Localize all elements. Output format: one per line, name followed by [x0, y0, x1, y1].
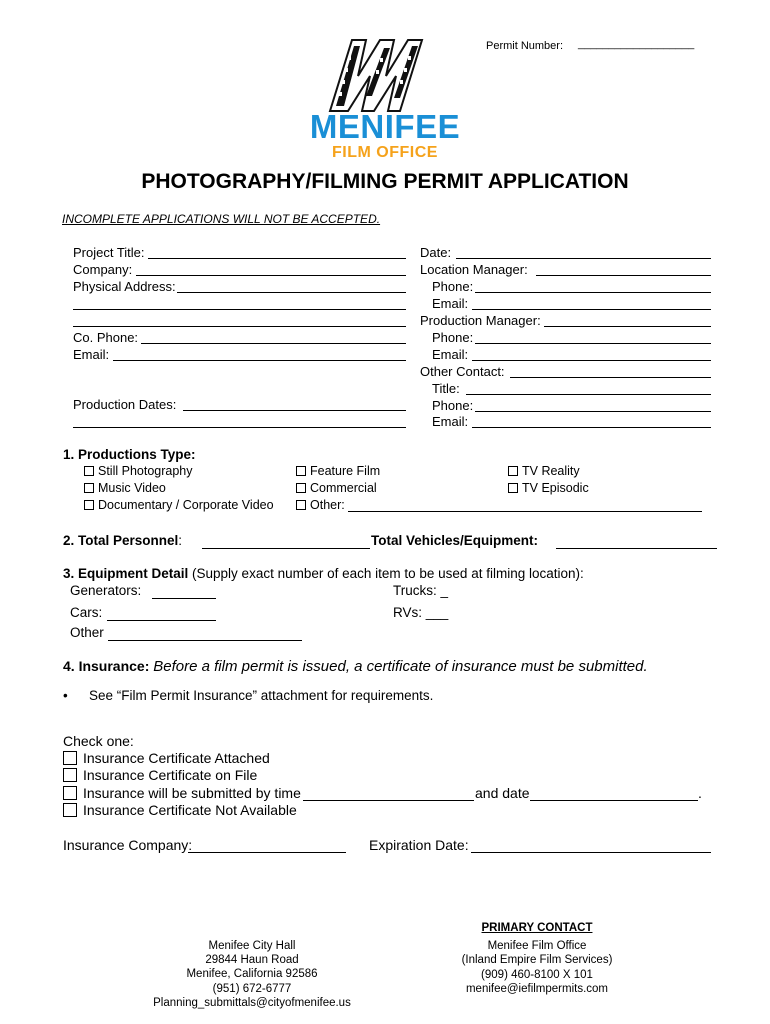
insurance-title: 4. Insurance: — [63, 658, 150, 674]
date-label: Date: — [420, 245, 452, 260]
equipment-detail-note: (Supply exact number of each item to be used at filming location): — [188, 566, 584, 581]
period: . — [698, 785, 702, 801]
checkbox-icon[interactable] — [63, 768, 77, 782]
other-contact-input[interactable] — [510, 362, 711, 378]
equipment-detail-title: 3. Equipment Detail — [63, 566, 189, 581]
expiration-date-label: Expiration Date: — [369, 837, 469, 853]
project-title-label: Project Title: — [73, 245, 145, 260]
type-label: Commercial — [310, 481, 377, 495]
email-label: Email: — [73, 347, 110, 362]
and-date-label: and date — [475, 785, 530, 801]
checkbox-icon[interactable] — [63, 786, 77, 800]
logo-name-text: MENIFEE — [309, 108, 461, 145]
oc-title-label: Title: — [432, 381, 460, 396]
footer-left-line: Menifee, California 92586 — [186, 968, 318, 981]
total-personnel-input[interactable] — [202, 531, 370, 549]
insurance-company-input[interactable] — [188, 835, 346, 853]
checkbox-icon[interactable] — [296, 483, 306, 493]
pm-email-label: Email: — [432, 347, 469, 362]
type-music-video[interactable] — [84, 481, 166, 495]
insurance-statement: Before a film permit is issued, a certificate of insurance must be submitted. — [153, 658, 648, 675]
generators-label: Generators: — [70, 583, 142, 598]
company-input[interactable] — [136, 260, 406, 276]
footer-right-line: (909) 460-8100 X 101 — [481, 968, 593, 981]
type-tv-reality[interactable] — [508, 464, 580, 478]
type-label: Still Photography — [98, 464, 193, 478]
check-one-label: Check one: — [63, 733, 134, 749]
checkbox-icon[interactable] — [508, 483, 518, 493]
checkbox-icon[interactable] — [84, 483, 94, 493]
oc-email-input[interactable] — [472, 412, 711, 428]
checkbox-icon[interactable] — [296, 500, 306, 510]
location-manager-input[interactable] — [536, 260, 711, 276]
footer-right-line: (Inland Empire Film Services) — [461, 954, 613, 967]
logo-subtitle: FILM OFFICE — [332, 144, 438, 161]
primary-contact-block — [430, 921, 644, 996]
submitted-time-input[interactable] — [303, 783, 474, 801]
insurance-heading — [63, 658, 648, 675]
oc-phone-input[interactable] — [475, 396, 711, 412]
type-label: Music Video — [98, 481, 166, 495]
pm-email-input[interactable] — [472, 345, 711, 361]
lm-phone-input[interactable] — [475, 277, 711, 293]
production-dates-input[interactable] — [183, 395, 406, 411]
checkbox-icon[interactable] — [84, 500, 94, 510]
lm-phone-label: Phone: — [432, 279, 474, 294]
type-still-photography[interactable] — [84, 464, 193, 478]
pm-phone-input[interactable] — [475, 328, 711, 344]
option-label: Insurance Certificate on File — [83, 767, 258, 783]
checkbox-icon[interactable] — [63, 751, 77, 765]
bullet-icon: • — [63, 688, 68, 703]
permit-number-label: Permit Number: — [486, 40, 564, 52]
date-input[interactable] — [456, 243, 711, 259]
insurance-option-not-available[interactable] — [63, 802, 297, 818]
location-manager-label: Location Manager: — [420, 262, 528, 277]
page-title: PHOTOGRAPHY/FILMING PERMIT APPLICATION — [141, 170, 629, 193]
footer-right-line: Menifee Film Office — [487, 940, 587, 953]
co-phone-input[interactable] — [141, 328, 406, 344]
type-label: TV Episodic — [522, 481, 589, 495]
colon: : — [178, 533, 183, 548]
equipment-detail-heading — [63, 566, 584, 581]
physical-address-label: Physical Address: — [73, 279, 176, 294]
city-hall-address — [140, 939, 364, 1010]
option-label: Insurance Certificate Not Available — [83, 802, 297, 818]
footer-left-line: (951) 672-6777 — [212, 982, 292, 995]
film-strip-logo-icon — [300, 36, 470, 114]
trucks-label[interactable]: Trucks: _ — [393, 583, 449, 598]
cars-label: Cars: — [70, 605, 103, 620]
insurance-company-label: Insurance Company: — [63, 837, 193, 853]
menifee-film-office-logo — [300, 36, 470, 166]
rvs-label[interactable]: RVs: ___ — [393, 605, 449, 620]
insurance-option-on-file[interactable] — [63, 767, 257, 783]
oc-phone-label: Phone: — [432, 398, 474, 413]
production-dates-line2[interactable] — [73, 412, 406, 428]
company-label: Company: — [73, 262, 133, 277]
logo-name — [300, 110, 470, 144]
type-label: TV Reality — [522, 464, 580, 478]
lm-email-label: Email: — [432, 296, 469, 311]
footer-right-email[interactable]: menifee@iefilmpermits.com — [465, 982, 609, 995]
checkbox-icon[interactable] — [84, 466, 94, 476]
physical-address-line3[interactable] — [73, 311, 406, 327]
type-documentary[interactable] — [84, 498, 274, 512]
checkbox-icon[interactable] — [63, 803, 77, 817]
type-label: Other: — [310, 498, 345, 512]
lm-email-input[interactable] — [472, 294, 711, 310]
production-manager-label: Production Manager: — [420, 313, 541, 328]
total-personnel-text: 2. Total Personnel — [63, 533, 179, 548]
generators-input[interactable] — [152, 581, 216, 599]
production-dates-label: Production Dates: — [73, 397, 177, 412]
option-label: Insurance will be submitted by time — [83, 785, 301, 801]
physical-address-input[interactable] — [177, 277, 406, 293]
type-label: Documentary / Corporate Video — [98, 498, 274, 512]
total-personnel-label — [63, 533, 182, 548]
total-vehicles-label: Total Vehicles/Equipment: — [371, 533, 539, 548]
productions-type-heading: 1. Productions Type: — [63, 447, 196, 462]
type-label: Feature Film — [310, 464, 381, 478]
other-contact-label: Other Contact: — [420, 364, 505, 379]
cars-input[interactable] — [107, 603, 216, 621]
option-label: Insurance Certificate Attached — [83, 750, 270, 766]
insurance-option-attached[interactable] — [63, 750, 270, 766]
incomplete-notice: INCOMPLETE APPLICATIONS WILL NOT BE ACCEPTED. — [62, 212, 381, 226]
footer-left-email[interactable]: Planning_submittals@cityofmenifee.us — [153, 996, 351, 1009]
physical-address-line2[interactable] — [73, 294, 406, 310]
project-title-input[interactable] — [148, 243, 406, 259]
insurance-bullet — [63, 688, 433, 703]
expiration-date-input[interactable] — [471, 835, 711, 853]
other-equipment-label: Other — [70, 625, 104, 640]
other-equipment-input[interactable] — [108, 623, 302, 641]
production-manager-input[interactable] — [544, 311, 711, 327]
email-input[interactable] — [113, 345, 406, 361]
footer-left-line: 29844 Haun Road — [205, 954, 299, 967]
oc-title-input[interactable] — [466, 379, 711, 395]
checkbox-icon[interactable] — [296, 466, 306, 476]
submitted-date-input[interactable] — [530, 783, 698, 801]
checkbox-icon[interactable] — [508, 466, 518, 476]
insurance-bullet-text: See “Film Permit Insurance” attachment for requirements. — [89, 688, 434, 703]
primary-contact-label: PRIMARY CONTACT — [481, 922, 593, 934]
total-vehicles-input[interactable] — [556, 531, 717, 549]
type-other[interactable] — [296, 498, 345, 512]
type-commercial[interactable] — [296, 481, 377, 495]
type-other-input[interactable] — [348, 496, 702, 512]
permit-number-field[interactable]: ___________________ — [578, 38, 695, 50]
type-tv-episodic[interactable] — [508, 481, 589, 495]
footer-left-line: Menifee City Hall — [208, 940, 296, 952]
oc-email-label: Email: — [432, 414, 469, 429]
type-feature-film[interactable] — [296, 464, 380, 478]
insurance-option-submitted[interactable] — [63, 785, 301, 801]
co-phone-label: Co. Phone: — [73, 330, 139, 345]
pm-phone-label: Phone: — [432, 330, 474, 345]
